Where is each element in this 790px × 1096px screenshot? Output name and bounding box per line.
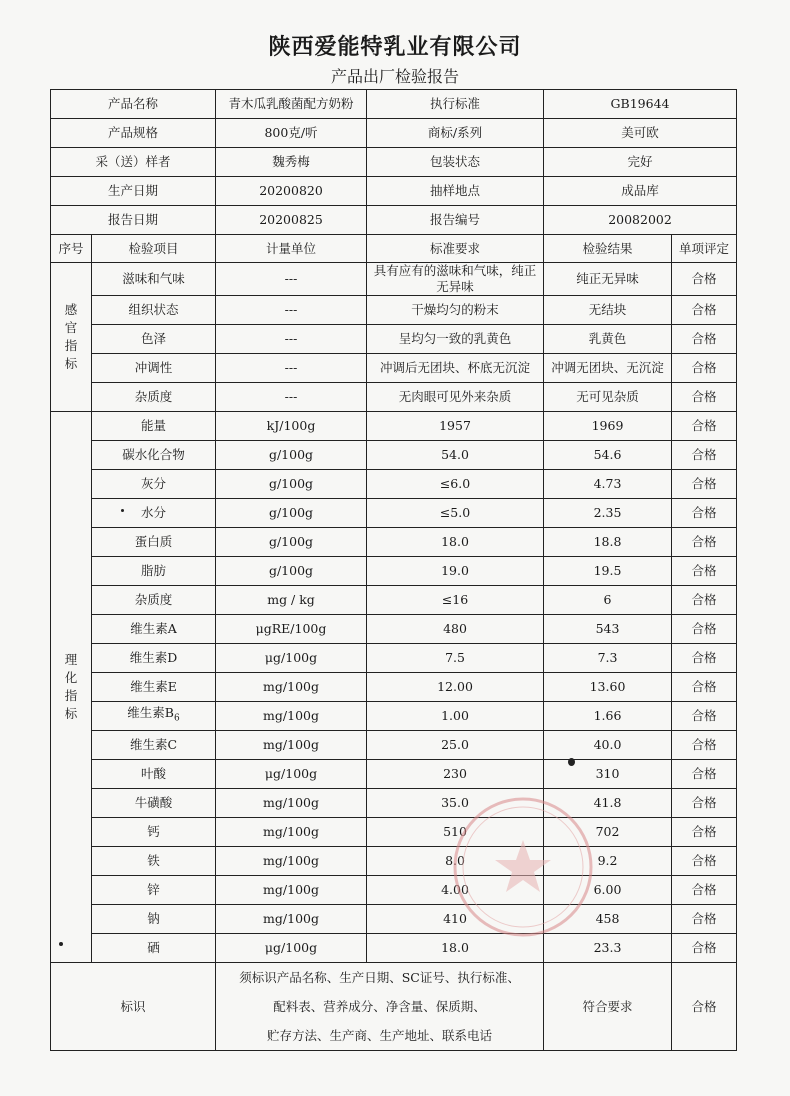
verdict: 合格	[672, 499, 737, 528]
item-name-text: 维生素C	[129, 737, 178, 752]
result: 54.6	[544, 441, 672, 470]
company-name: 陕西爱能特乳业有限公司	[268, 35, 522, 60]
standard: 1.00	[367, 702, 544, 731]
table-row	[51, 702, 737, 731]
info-value: 成品库	[544, 177, 737, 206]
item-name	[92, 847, 216, 876]
table-row	[51, 557, 737, 586]
standard: 19.0	[367, 557, 544, 586]
unit: kJ/100g	[216, 412, 367, 441]
verdict: 合格	[672, 354, 737, 383]
info-row	[51, 119, 737, 148]
item-name	[92, 412, 216, 441]
verdict: 合格	[672, 673, 737, 702]
info-label: 采（送）样者	[51, 148, 216, 177]
result: 23.3	[544, 934, 672, 963]
info-label: 产品名称	[51, 90, 216, 119]
item-name	[92, 702, 216, 731]
verdict: 合格	[672, 528, 737, 557]
result: 2.35	[544, 499, 672, 528]
result: 41.8	[544, 789, 672, 818]
verdict: 合格	[672, 731, 737, 760]
labeling-verdict: 合格	[672, 963, 737, 1051]
item-name	[92, 905, 216, 934]
result: 乳黄色	[544, 325, 672, 354]
verdict: 合格	[672, 644, 737, 673]
inspection-table	[50, 89, 737, 1051]
result: 9.2	[544, 847, 672, 876]
standard: ≤16	[367, 586, 544, 615]
info-row	[51, 177, 737, 206]
item-name-text: 钙	[147, 824, 160, 839]
item-name-text: 灰分	[141, 476, 167, 491]
unit: g/100g	[216, 470, 367, 499]
table-row	[51, 528, 737, 557]
table-row	[51, 934, 737, 963]
table-row	[51, 673, 737, 702]
unit: g/100g	[216, 441, 367, 470]
unit: μg/100g	[216, 760, 367, 789]
verdict: 合格	[672, 325, 737, 354]
info-value: 20200820	[216, 177, 367, 206]
item-name: 滋味和气味	[92, 263, 216, 296]
standard: 35.0	[367, 789, 544, 818]
unit: μgRE/100g	[216, 615, 367, 644]
item-name: 组织状态	[92, 296, 216, 325]
result: 702	[544, 818, 672, 847]
verdict: 合格	[672, 557, 737, 586]
item-name-text: 维生素A	[130, 621, 177, 636]
info-value: 完好	[544, 148, 737, 177]
info-row	[51, 206, 737, 235]
result: 1.66	[544, 702, 672, 731]
result: 4.73	[544, 470, 672, 499]
standard: 无肉眼可见外来杂质	[367, 383, 544, 412]
unit: ---	[216, 383, 367, 412]
item-name-text: 锌	[147, 882, 160, 897]
ink-speck	[121, 509, 124, 512]
info-value: 20200825	[216, 206, 367, 235]
column-header-row	[51, 235, 737, 263]
ink-speck	[568, 758, 575, 766]
item-name-text: 铁	[147, 853, 160, 868]
table-row	[51, 383, 737, 412]
standard: ≤5.0	[367, 499, 544, 528]
verdict: 合格	[672, 818, 737, 847]
physchem-group-label	[51, 412, 92, 963]
item-name: 杂质度	[92, 383, 216, 412]
table-row	[51, 876, 737, 905]
unit: ---	[216, 296, 367, 325]
info-value: 魏秀梅	[216, 148, 367, 177]
item-name	[92, 499, 216, 528]
item-name	[92, 644, 216, 673]
labeling-standard-line: 贮存方法、生产商、生产地址、联系电话	[267, 1028, 493, 1043]
standard: 410	[367, 905, 544, 934]
verdict: 合格	[672, 615, 737, 644]
result: 无结块	[544, 296, 672, 325]
unit: μg/100g	[216, 934, 367, 963]
standard: 4.00	[367, 876, 544, 905]
group-char: 官	[64, 320, 78, 335]
item-name	[92, 528, 216, 557]
group-char: 理	[64, 652, 78, 667]
item-subscript: 6	[173, 713, 180, 724]
item-name-text: 维生素D	[129, 650, 178, 665]
table-row	[51, 818, 737, 847]
result: 543	[544, 615, 672, 644]
table-row	[51, 644, 737, 673]
info-label: 执行标准	[367, 90, 544, 119]
info-value: GB19644	[544, 90, 737, 119]
verdict: 合格	[672, 412, 737, 441]
result: 纯正无异味	[544, 263, 672, 296]
item-name-text: 能量	[141, 418, 167, 433]
table-row	[51, 760, 737, 789]
verdict: 合格	[672, 789, 737, 818]
verdict: 合格	[672, 760, 737, 789]
unit: μg/100g	[216, 644, 367, 673]
table-row	[51, 731, 737, 760]
group-char: 标	[64, 356, 78, 371]
labeling-result: 符合要求	[544, 963, 672, 1051]
table-row	[51, 325, 737, 354]
result: 310	[544, 760, 672, 789]
verdict: 合格	[672, 586, 737, 615]
unit: ---	[216, 325, 367, 354]
unit: ---	[216, 354, 367, 383]
column-header-result: 检验结果	[544, 235, 672, 263]
verdict: 合格	[672, 296, 737, 325]
info-row	[51, 90, 737, 119]
verdict: 合格	[672, 702, 737, 731]
item-name	[92, 818, 216, 847]
table-row	[51, 499, 737, 528]
sensory-group-label	[51, 263, 92, 412]
unit: mg/100g	[216, 702, 367, 731]
verdict: 合格	[672, 847, 737, 876]
info-label: 包装状态	[367, 148, 544, 177]
group-char: 标	[64, 706, 78, 721]
group-char: 指	[64, 338, 78, 353]
labeling-row	[51, 963, 737, 1051]
item-name-text: 硒	[147, 940, 160, 955]
unit: mg/100g	[216, 731, 367, 760]
table-row	[51, 615, 737, 644]
verdict: 合格	[672, 876, 737, 905]
unit: ---	[216, 263, 367, 296]
item-name-text: 脂肪	[141, 563, 167, 578]
item-name-text: 维生素B	[127, 705, 174, 721]
info-value: 20082002	[544, 206, 737, 235]
info-label: 报告日期	[51, 206, 216, 235]
info-value: 美可欧	[544, 119, 737, 148]
standard: 8.0	[367, 847, 544, 876]
standard: 18.0	[367, 934, 544, 963]
item-name-text: 维生素E	[130, 679, 177, 694]
labeling-standard	[216, 963, 544, 1051]
info-label: 生产日期	[51, 177, 216, 206]
item-name	[92, 876, 216, 905]
column-header-standard: 标准要求	[367, 235, 544, 263]
table-row	[51, 847, 737, 876]
unit: g/100g	[216, 557, 367, 586]
unit: mg/100g	[216, 818, 367, 847]
table-row	[51, 789, 737, 818]
info-label: 抽样地点	[367, 177, 544, 206]
info-value: 青木瓜乳酸菌配方奶粉	[216, 90, 367, 119]
verdict: 合格	[672, 905, 737, 934]
standard: 1957	[367, 412, 544, 441]
standard: 25.0	[367, 731, 544, 760]
item-name	[92, 731, 216, 760]
item-name	[92, 441, 216, 470]
standard: 510	[367, 818, 544, 847]
labeling-standard-line: 配料表、营养成分、净含量、保质期、	[273, 999, 486, 1014]
unit: mg/100g	[216, 673, 367, 702]
item-name	[92, 934, 216, 963]
item-name-text: 碳水化合物	[122, 447, 185, 462]
item-name	[92, 760, 216, 789]
result: 6.00	[544, 876, 672, 905]
result: 1969	[544, 412, 672, 441]
unit: mg/100g	[216, 847, 367, 876]
labeling-seq: 标识	[51, 963, 216, 1051]
table-row	[51, 905, 737, 934]
item-name-text: 牛磺酸	[134, 795, 173, 810]
standard: 干燥均匀的粉末	[367, 296, 544, 325]
verdict: 合格	[672, 441, 737, 470]
standard: 冲调后无团块、杯底无沉淀	[367, 354, 544, 383]
standard: 54.0	[367, 441, 544, 470]
standard: 230	[367, 760, 544, 789]
result: 6	[544, 586, 672, 615]
result: 冲调无团块、无沉淀	[544, 354, 672, 383]
item-name	[92, 789, 216, 818]
unit: mg/100g	[216, 789, 367, 818]
standard: ≤6.0	[367, 470, 544, 499]
item-name	[92, 615, 216, 644]
table-row	[51, 412, 737, 441]
info-label: 商标/系列	[367, 119, 544, 148]
standard: 具有应有的滋味和气味，纯正无异味	[367, 263, 544, 296]
group-char: 化	[64, 670, 78, 685]
unit: mg/100g	[216, 876, 367, 905]
item-name: 色泽	[92, 325, 216, 354]
result: 7.3	[544, 644, 672, 673]
verdict: 合格	[672, 383, 737, 412]
result: 40.0	[544, 731, 672, 760]
unit: g/100g	[216, 499, 367, 528]
item-name: 冲调性	[92, 354, 216, 383]
result: 无可见杂质	[544, 383, 672, 412]
item-name	[92, 586, 216, 615]
info-value: 800克/听	[216, 119, 367, 148]
verdict: 合格	[672, 470, 737, 499]
item-name-text: 钠	[147, 911, 160, 926]
table-row	[51, 263, 737, 296]
result: 13.60	[544, 673, 672, 702]
column-header-verdict: 单项评定	[672, 235, 737, 263]
item-name-text: 蛋白质	[134, 534, 173, 549]
table-row	[51, 354, 737, 383]
standard: 7.5	[367, 644, 544, 673]
column-header-seq: 序号	[51, 235, 92, 263]
result: 458	[544, 905, 672, 934]
info-row	[51, 148, 737, 177]
report-title: 产品出厂检验报告	[330, 67, 459, 86]
standard: 480	[367, 615, 544, 644]
item-name	[92, 673, 216, 702]
group-char: 感	[64, 302, 78, 317]
group-char: 指	[64, 688, 78, 703]
unit: mg/100g	[216, 905, 367, 934]
table-row	[51, 586, 737, 615]
table-row	[51, 470, 737, 499]
verdict: 合格	[672, 263, 737, 296]
column-header-item: 检验项目	[92, 235, 216, 263]
unit: mg / kg	[216, 586, 367, 615]
info-label: 报告编号	[367, 206, 544, 235]
labeling-standard-line: 须标识产品名称、生产日期、SC证号、执行标准、	[239, 970, 520, 985]
item-name-text: 杂质度	[134, 592, 173, 607]
item-name-text: 叶酸	[141, 766, 167, 781]
item-name-text: 水分	[141, 505, 167, 520]
column-header-unit: 计量单位	[216, 235, 367, 263]
item-name	[92, 557, 216, 586]
result: 18.8	[544, 528, 672, 557]
result: 19.5	[544, 557, 672, 586]
item-name	[92, 470, 216, 499]
standard: 18.0	[367, 528, 544, 557]
table-row	[51, 296, 737, 325]
info-label: 产品规格	[51, 119, 216, 148]
standard: 呈均匀一致的乳黄色	[367, 325, 544, 354]
unit: g/100g	[216, 528, 367, 557]
verdict: 合格	[672, 934, 737, 963]
ink-speck	[59, 942, 63, 946]
table-row	[51, 441, 737, 470]
standard: 12.00	[367, 673, 544, 702]
